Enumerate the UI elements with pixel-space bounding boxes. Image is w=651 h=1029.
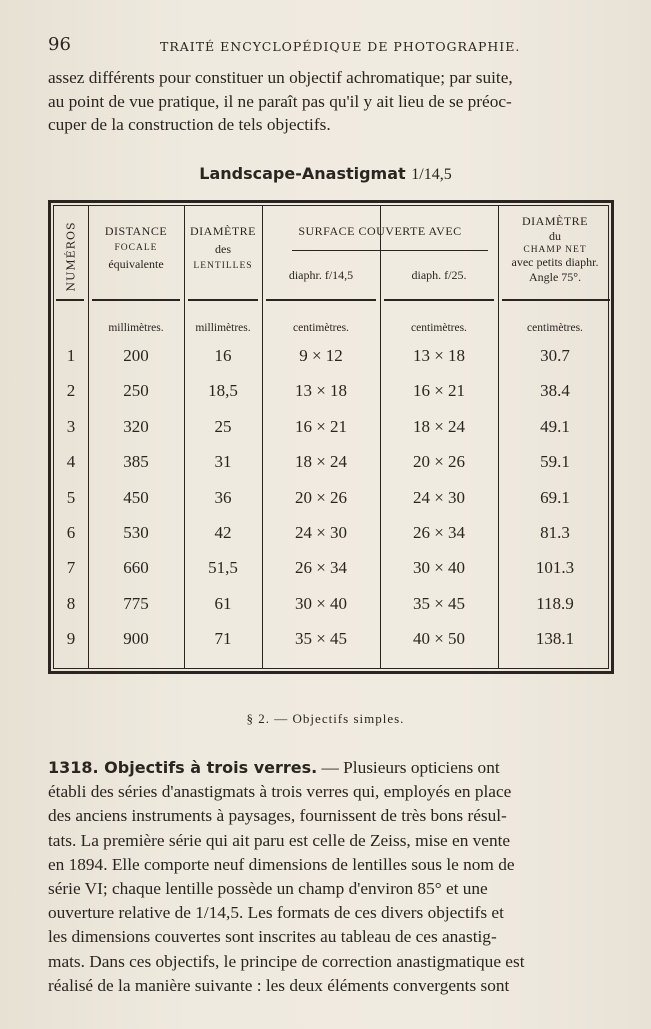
table-cell-champ: 81.3: [540, 523, 570, 542]
table-cell-champ: 30.7: [540, 346, 570, 365]
table-cell-surf_a: 24 × 30: [294, 523, 348, 542]
text-line: établi des séries d'anastigmats à trois verres qui, employés en place: [48, 782, 512, 802]
header-rule: [56, 299, 84, 301]
header-rule: [502, 299, 610, 301]
table-title-text: Landscape-Anastigmat: [199, 164, 406, 183]
table-cell-champ: 59.1: [540, 452, 570, 472]
table-cell-focale: 660: [123, 558, 149, 578]
table-cell-surf_b: 13 × 18: [412, 346, 466, 365]
table-cell-champ: 118.9: [536, 593, 574, 613]
text-line: série VI; chaque lentille possède un champ d'environ 85° et une: [48, 879, 488, 899]
table-cell-focale: 320: [123, 416, 149, 436]
text-line: les dimensions couvertes sont inscrites au tableau de ces anastig-: [48, 927, 497, 947]
text-line: cuper de la construction de tels objectifs.: [48, 115, 331, 134]
text-line: en 1894. Elle comporte neuf dimensions de lentilles sous le nom de: [48, 854, 515, 874]
page-number: 96: [48, 34, 71, 55]
table-inner-frame: [53, 205, 609, 669]
table-cell-surf_b: 26 × 34: [412, 523, 466, 542]
header-surface: SURFACE COUVERTE AVEC: [298, 224, 462, 238]
unit-diametre: millimètres.: [195, 322, 251, 334]
table-cell-n: 8: [66, 593, 76, 613]
header-diaphr-a: diaphr. f/14,5: [288, 268, 354, 282]
table-cell-focale: 450: [123, 487, 149, 507]
text-line: 1318. Objectifs à trois verres. — Plusieurs opticiens ont: [48, 758, 500, 777]
surface-subrule: [292, 250, 488, 251]
table-title-ratio: 1/14,5: [411, 166, 452, 183]
text-line: au point de vue pratique, il ne paraît pas qu'il y ait lieu de se préoc-: [48, 91, 512, 111]
table-cell-surf_b: 30 × 40: [412, 558, 466, 578]
unit-surface-a: centimètres.: [293, 322, 349, 334]
table-cell-surf_a: 20 × 26: [294, 487, 348, 507]
paragraph-intro: [48, 66, 620, 137]
text-line: réalisé de la manière suivante : les deux éléments convergents sont: [48, 975, 510, 995]
paragraph-1318: [48, 756, 620, 998]
header-rule: [188, 299, 258, 301]
header-rule: [92, 299, 180, 301]
table-cell-champ: 69.1: [540, 487, 570, 507]
table-cell-champ: 101.3: [535, 558, 575, 578]
table-cell-surf_a: 26 × 34: [294, 558, 348, 578]
table-cell-focale: 385: [123, 452, 149, 472]
running-title: TRAITÉ ENCYCLOPÉDIQUE DE PHOTOGRAPHIE.: [160, 39, 521, 54]
header-diaphr-b: diaph. f/25.: [411, 268, 467, 282]
table-title: [0, 164, 651, 184]
table-cell-n: 4: [66, 452, 76, 472]
header-distance: DISTANCE FOCALE équivalente: [104, 224, 168, 271]
header-diametre: DIAMÈTRE des LENTILLES: [190, 224, 256, 271]
table-cell-n: 7: [66, 558, 76, 578]
table-cell-n: 3: [66, 416, 76, 436]
text-line: tats. La première série qui ait paru est celle de Zeiss, mise en vente: [48, 830, 511, 850]
text-line: des anciens instruments à paysages, fournissent de très bons résul-: [48, 806, 507, 826]
table-cell-n: 1: [66, 346, 76, 365]
table-cell-surf_a: 18 × 24: [294, 452, 348, 472]
table-cell-diam: 36: [214, 487, 232, 507]
table-cell-surf_a: 35 × 45: [294, 629, 348, 649]
table-cell-diam: 61: [214, 593, 232, 613]
unit-surface-b: centimètres.: [411, 322, 467, 334]
table-cell-surf_b: 24 × 30: [412, 487, 466, 507]
table-cell-diam: 16: [214, 346, 232, 365]
table-cell-surf_b: 40 × 50: [412, 629, 466, 649]
table-cell-diam: 18,5: [208, 381, 238, 401]
table-cell-focale: 530: [123, 523, 149, 542]
table-cell-focale: 775: [123, 593, 149, 613]
header-champ: DIAMÈTRE du CHAMP NET avec petits diaphr. Angle 75°.: [511, 214, 599, 284]
table-cell-surf_b: 35 × 45: [412, 593, 466, 613]
table-cell-surf_a: 30 × 40: [294, 593, 348, 613]
table-cell-diam: 25: [214, 416, 232, 436]
lens-table: [48, 200, 614, 674]
table-cell-champ: 138.1: [535, 629, 575, 649]
header-rule: [266, 299, 376, 301]
table-cell-focale: 900: [123, 629, 149, 649]
table-cell-surf_b: 16 × 21: [412, 381, 466, 401]
table-cell-champ: 38.4: [540, 381, 570, 401]
header-numeros: NUMÉROS: [64, 220, 78, 292]
table-cell-diam: 51,5: [208, 558, 238, 578]
table-cell-focale: 200: [123, 346, 149, 365]
text-line: mats. Dans ces objectifs, le principe de correction anastigmatique est: [48, 951, 525, 971]
table-cell-surf_a: 16 × 21: [294, 416, 348, 436]
text-line: assez différents pour constituer un objectif achromatique; par suite,: [48, 68, 513, 87]
table-cell-surf_a: 9 × 12: [299, 346, 343, 365]
table-cell-surf_b: 20 × 26: [412, 452, 466, 472]
table-cell-n: 2: [66, 381, 76, 401]
unit-champ: centimètres.: [527, 322, 583, 334]
header-rule: [384, 299, 494, 301]
text-line: ouverture relative de 1/14,5. Les formats de ces divers objectifs et: [48, 903, 504, 923]
table-cell-diam: 42: [214, 523, 232, 542]
table-cell-n: 5: [66, 487, 76, 507]
table-cell-n: 6: [66, 523, 76, 542]
table-cell-surf_b: 18 × 24: [412, 416, 466, 436]
table-cell-diam: 31: [214, 452, 232, 472]
unit-distance: millimètres.: [108, 322, 164, 334]
running-head: [48, 34, 618, 58]
paragraph-lead: 1318. Objectifs à trois verres.: [48, 758, 318, 777]
table-cell-focale: 250: [123, 381, 149, 401]
section-heading: § 2. — Objectifs simples.: [246, 711, 405, 726]
table-cell-diam: 71: [214, 629, 232, 649]
table-cell-champ: 49.1: [540, 416, 570, 436]
table-cell-n: 9: [66, 629, 76, 649]
table-cell-surf_a: 13 × 18: [294, 381, 348, 401]
